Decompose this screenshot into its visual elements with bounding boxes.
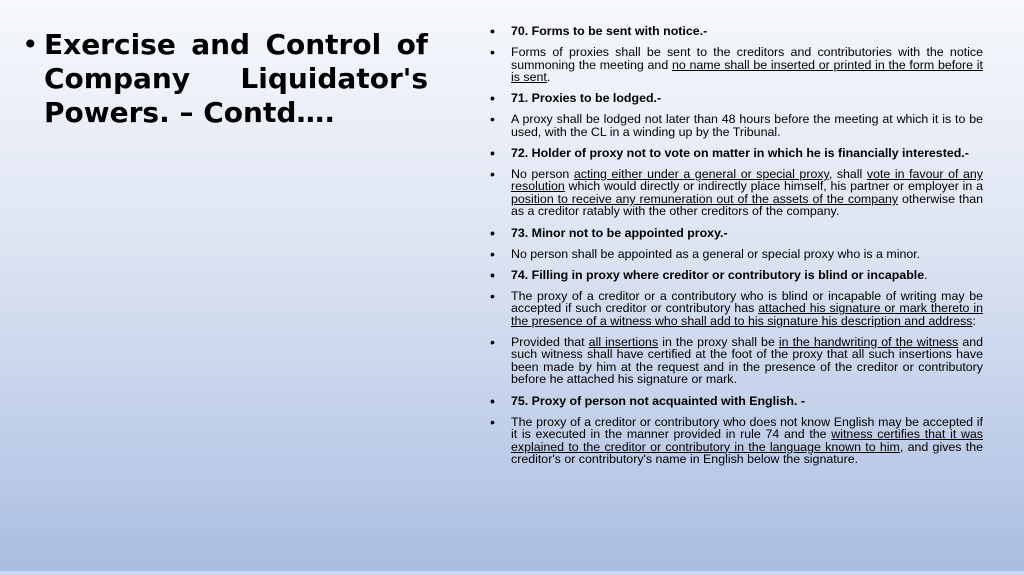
underlined-phrase: acting either under a general or special proxy — [573, 166, 829, 181]
rule-text — [489, 336, 983, 386]
text-fragment: No person shall be appointed as a general or special proxy who is a minor. — [511, 246, 921, 261]
text-fragment: No person — [511, 166, 574, 181]
rule-heading — [489, 25, 983, 38]
text-fragment: otherwise than as a creditor ratably with the other creditors of the company. — [511, 191, 984, 219]
text-fragment: The proxy of a creditor or contributory who does not know English may be accepted if it is executed in the manner provided in rule 74 and the — [511, 414, 983, 442]
rule-heading-suffix: . — [924, 267, 928, 282]
underlined-phrase: no name shall be inserted or printed in the form before it is sent — [511, 57, 983, 85]
slide-title: Exercise and Control of Company Liquidator's Powers. – Contd…. — [44, 28, 428, 129]
text-fragment: , shall — [828, 166, 867, 181]
text-fragment: Forms of proxies shall be sent to the creditors and contributories with the notice summoning the meeting and — [511, 45, 983, 72]
text-fragment: The proxy of a creditor or a contributory who is blind or incapable of writing may be accepted if such creditor or contributory has — [511, 288, 983, 316]
text-fragment: Provided that — [511, 334, 589, 349]
text-fragment: , and gives the creditor's or contributory's name in English below the signature. — [511, 439, 983, 467]
text-fragment: in the proxy shall be — [658, 334, 779, 349]
rule-heading — [489, 147, 983, 160]
text-fragment: A proxy shall be lodged not later than 48 hours before the meeting at which it is to be used, with the CL in a winding up by the Tribunal. — [511, 112, 983, 139]
rule-heading-text: 75. Proxy of person not acquainted with English. - — [511, 393, 805, 408]
rule-heading-text: 72. Holder of proxy not to vote on matter in which he is financially interested.- — [511, 145, 969, 160]
rule-heading — [489, 92, 983, 105]
underlined-phrase: all insertions — [588, 334, 659, 349]
rule-heading-text: 74. Filling in proxy where creditor or contributory is blind or incapable — [511, 267, 925, 282]
rule-heading — [489, 227, 983, 240]
rule-heading — [489, 395, 983, 408]
rule-text — [489, 290, 983, 328]
text-fragment: : — [972, 313, 976, 328]
underlined-phrase: attached his signature or mark thereto in the presence of a witness who shall add to his signature his description and address — [511, 301, 983, 328]
underlined-phrase: witness certifies that it was explained to the creditor or contributory in the language known to him — [511, 427, 983, 454]
rule-heading — [489, 269, 983, 282]
rule-text — [489, 46, 983, 84]
text-fragment: and such witness shall have certified at the foot of the proxy that all such insertions have been made by him at the request and in the presence of the creditor or contributory before he attached his signature or mark. — [511, 334, 983, 387]
rule-text — [489, 248, 983, 261]
rule-heading-text: 73. Minor not to be appointed proxy.- — [511, 225, 728, 240]
underlined-phrase: vote in favour of any resolution — [511, 166, 983, 194]
rule-text — [489, 416, 983, 466]
rule-heading-text: 71. Proxies to be lodged.- — [511, 91, 662, 106]
text-fragment: which would directly or indirectly place himself, his partner or employer in a — [564, 179, 983, 194]
rules-list — [489, 25, 983, 474]
text-fragment: . — [546, 70, 551, 85]
underlined-phrase: position to receive any remuneration out of the assets of the company — [511, 191, 899, 206]
rule-heading-text: 70. Forms to be sent with notice.- — [511, 24, 708, 38]
rule-text — [489, 113, 983, 138]
title-block — [22, 28, 428, 130]
rule-text — [489, 168, 983, 218]
title-bullet-icon: • — [22, 28, 39, 61]
underlined-phrase: in the handwriting of the witness — [778, 334, 959, 349]
bottom-band — [0, 571, 1024, 575]
